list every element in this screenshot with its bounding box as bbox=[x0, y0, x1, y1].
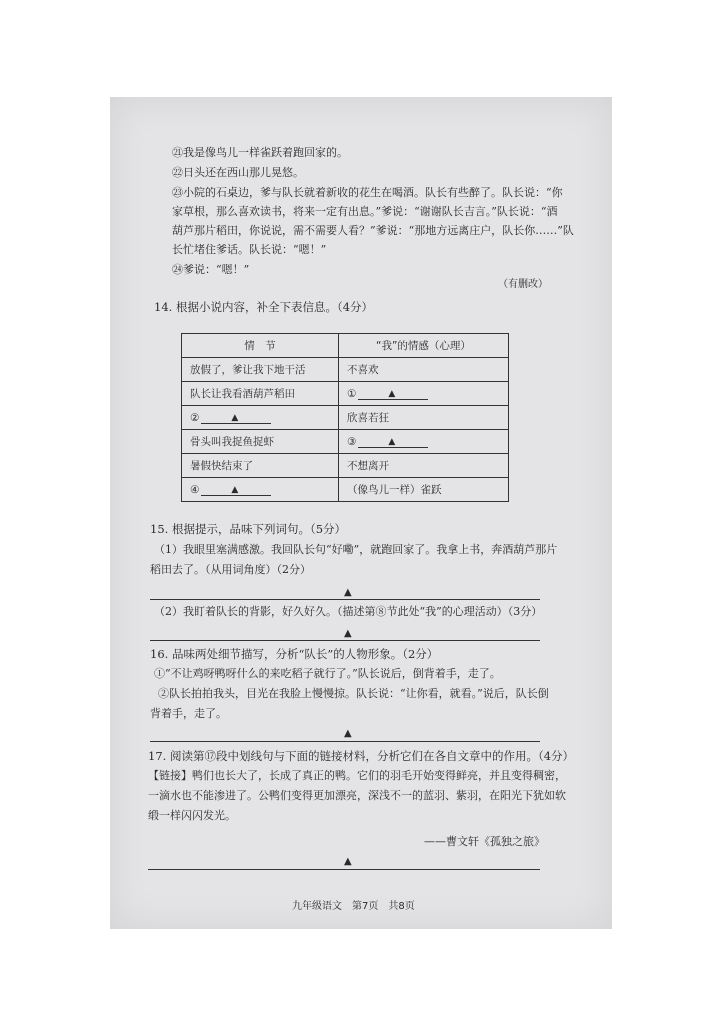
triangle-marker: ▲ bbox=[231, 484, 239, 495]
plot-cell: 放假了，爹让我下地干活 bbox=[182, 358, 339, 382]
question-16-stem: 16. 品味两处细节描写，分析“队长”的人物形象。（2分） bbox=[150, 647, 439, 661]
source-note: （有删改） bbox=[498, 279, 548, 290]
triangle-marker: ▲ bbox=[388, 436, 396, 447]
question-15-sub1-line1: （1）我眼里塞满感激。我回队长句“好嘞”，就跑回家了。我拿上书，奔酒葫芦那片 bbox=[154, 543, 558, 556]
blank-number: ① bbox=[347, 387, 357, 400]
passage-para-23-line1: ㉓小院的石桌边，爹与队长就着新收的花生在喝酒。队长有些醉了。队长说：“你 bbox=[172, 186, 563, 199]
plot-cell-blank-4[interactable] bbox=[182, 478, 339, 502]
exam-paper bbox=[110, 97, 612, 929]
question-14-table bbox=[181, 333, 509, 502]
feeling-cell: （像鸟儿一样）雀跃 bbox=[339, 478, 509, 502]
link-material-line1: 【链接】鸭们也长大了，长成了真正的鸭。它们的羽毛开始变得鲜亮，并且变得稠密， bbox=[148, 769, 566, 782]
passage-para-24: ㉔爹说：“嗯！” bbox=[172, 263, 250, 276]
feeling-cell: 欣喜若狂 bbox=[339, 406, 509, 430]
passage-para-22: ㉒日头还在西山那儿晃悠。 bbox=[172, 166, 304, 179]
question-16-line1: ①“不让鸡呀鸭呀什么的来吃稻子就行了。”队长说后，倒背着手，走了。 bbox=[154, 667, 501, 680]
table-header-row bbox=[182, 334, 509, 358]
feeling-cell: 不想离开 bbox=[339, 454, 509, 478]
question-15-sub2: （2）我盯着队长的背影，好久好久。（描述第⑧节此处“我”的心理活动）（3分） bbox=[154, 605, 543, 618]
feeling-cell-blank-3[interactable] bbox=[339, 430, 509, 454]
triangle-marker: ▲ bbox=[344, 587, 352, 598]
question-17-stem: 17. 阅读第⑰段中划线句与下面的链接材料，分析它们在各自文章中的作用。（4分） bbox=[148, 749, 575, 763]
question-15-sub1-line2: 稻田去了。（从用词角度）（2分） bbox=[150, 563, 311, 576]
link-material-line3: 缎一样闪闪发光。 bbox=[148, 809, 236, 822]
blank-number: ② bbox=[190, 411, 200, 424]
page-footer: 九年级语文 第7页 共8页 bbox=[292, 901, 415, 912]
answer-blank[interactable] bbox=[358, 436, 428, 448]
triangle-marker: ▲ bbox=[344, 728, 352, 739]
answer-line-17[interactable] bbox=[148, 869, 540, 870]
table-row bbox=[182, 454, 509, 478]
answer-blank[interactable] bbox=[201, 484, 271, 496]
plot-cell: 暑假快结束了 bbox=[182, 454, 339, 478]
table-row bbox=[182, 406, 509, 430]
triangle-marker: ▲ bbox=[231, 412, 239, 423]
answer-line-15-2[interactable] bbox=[150, 640, 540, 641]
answer-line-15-1[interactable] bbox=[150, 599, 540, 600]
table-row bbox=[182, 358, 509, 382]
header-feeling: “我”的情感（心理） bbox=[339, 334, 509, 358]
feeling-cell: 不喜欢 bbox=[339, 358, 509, 382]
question-15-stem: 15. 根据提示，品味下列词句。（5分） bbox=[150, 522, 347, 536]
plot-cell: 骨头叫我捉鱼捉虾 bbox=[182, 430, 339, 454]
passage-para-23-line2: 家草根，那么喜欢读书，将来一定有出息。”爹说：“谢谢队长吉言。”队长说：“酒 bbox=[172, 205, 558, 218]
answer-blank[interactable] bbox=[358, 388, 428, 400]
passage-para-23-line3: 葫芦那片稻田，你说说，需不需要人看？”爹说：“那地方远离庄户，队长你……”队 bbox=[172, 224, 574, 237]
triangle-marker: ▲ bbox=[388, 388, 396, 399]
plot-cell: 队长让我看酒葫芦稻田 bbox=[182, 382, 339, 406]
passage-para-23-line4: 长忙堵住爹话。队长说：“嗯！” bbox=[172, 243, 327, 256]
question-16-line3: 背着手，走了。 bbox=[150, 707, 227, 720]
table-row bbox=[182, 478, 509, 502]
feeling-cell-blank-1[interactable] bbox=[339, 382, 509, 406]
question-14-stem: 14. 根据小说内容，补全下表信息。（4分） bbox=[154, 300, 374, 314]
passage-para-21: ㉑我是像鸟儿一样雀跃着跑回家的。 bbox=[172, 146, 348, 159]
table-row bbox=[182, 430, 509, 454]
answer-line-16[interactable] bbox=[150, 741, 540, 742]
question-16-line2: ②队长拍拍我头，目光在我脸上慢慢掠。队长说：“让你看，就看。”说后，队长倒 bbox=[158, 687, 549, 700]
triangle-marker: ▲ bbox=[344, 856, 352, 867]
plot-cell-blank-2[interactable] bbox=[182, 406, 339, 430]
blank-number: ③ bbox=[347, 435, 357, 448]
link-attribution: ——曹文轩《孤独之旅》 bbox=[424, 835, 545, 848]
blank-number: ④ bbox=[190, 483, 200, 496]
table-row bbox=[182, 382, 509, 406]
answer-blank[interactable] bbox=[201, 412, 271, 424]
triangle-marker: ▲ bbox=[344, 628, 352, 639]
link-material-line2: 一滴水也不能渗进了。公鸭们变得更加漂亮，深浅不一的蓝羽、紫羽，在阳光下犹如软 bbox=[148, 789, 566, 802]
header-plot: 情 节 bbox=[182, 334, 339, 358]
